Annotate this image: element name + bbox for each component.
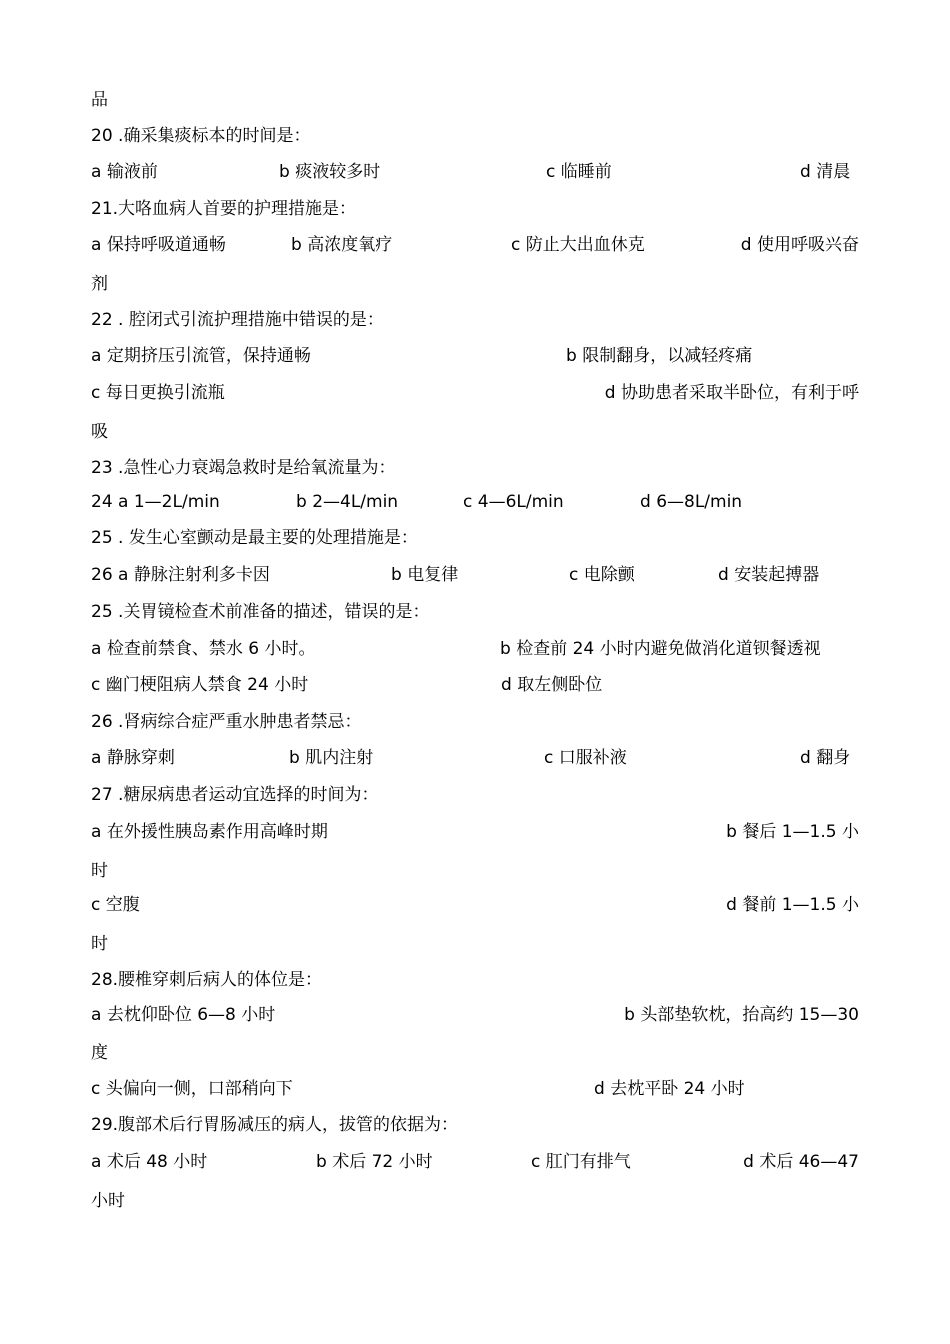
line-text: 26 a 静脉注射利多卡因 <box>91 565 270 585</box>
text-line <box>0 710 950 734</box>
line-text: 小时 <box>91 1191 125 1211</box>
text-line <box>0 1113 950 1137</box>
text-line <box>0 1189 950 1213</box>
text-line <box>0 420 950 444</box>
line-text: 23 .急性心力衰竭急救时是给氧流量为： <box>91 458 396 478</box>
text-line <box>0 160 950 184</box>
option-text: b 2—4L/min <box>296 492 399 512</box>
line-text: 25 . 发生心室颤动是最主要的处理措施是： <box>91 528 418 548</box>
line-text: a 检查前禁食、禁水 6 小时。 <box>91 639 316 659</box>
line-text: c 每日更换引流瓶 <box>91 383 225 403</box>
text-line <box>0 1077 950 1101</box>
text-line <box>0 1003 950 1027</box>
line-text: c 头偏向一侧，口部稍向下 <box>91 1079 293 1099</box>
text-line <box>0 1150 950 1174</box>
option-text: b 限制翻身，以减轻疼痛 <box>566 346 753 366</box>
option-text: b 餐后 1—1.5 小 <box>726 822 859 842</box>
text-line <box>0 456 950 480</box>
text-line <box>0 820 950 844</box>
line-text: a 静脉穿刺 <box>91 748 175 768</box>
line-text: 28.腰椎穿刺后病人的体位是： <box>91 970 323 990</box>
text-line <box>0 490 950 514</box>
text-line <box>0 344 950 368</box>
option-text: d 取左侧卧位 <box>501 675 603 695</box>
line-text: 22 . 腔闭式引流护理措施中错误的是： <box>91 310 384 330</box>
option-text: d 去枕平卧 24 小时 <box>594 1079 745 1099</box>
line-text: 27 .糖尿病患者运动宜选择的时间为： <box>91 785 379 805</box>
option-text: d 协助患者采取半卧位，有利于呼 <box>604 383 859 403</box>
option-text: c 临睡前 <box>546 162 612 182</box>
text-line <box>0 381 950 405</box>
text-line <box>0 272 950 296</box>
option-text: d 餐前 1—1.5 小 <box>726 895 859 915</box>
line-text: 时 <box>91 934 108 954</box>
line-text: c 空腹 <box>91 895 140 915</box>
line-text: 吸 <box>91 422 108 442</box>
line-text: 剂 <box>91 274 108 294</box>
text-line <box>0 893 950 917</box>
text-line <box>0 124 950 148</box>
text-line <box>0 637 950 661</box>
line-text: a 在外援性胰岛素作用高峰时期 <box>91 822 328 842</box>
text-line <box>0 673 950 697</box>
option-text: d 翻身 <box>800 748 851 768</box>
option-text: b 高浓度氧疗 <box>291 235 393 255</box>
option-text: d 使用呼吸兴奋 <box>740 235 859 255</box>
line-text: 度 <box>91 1043 108 1063</box>
line-text: c 幽门梗阻病人禁食 24 小时 <box>91 675 309 695</box>
option-text: b 术后 72 小时 <box>316 1152 433 1172</box>
line-text: a 定期挤压引流管，保持通畅 <box>91 346 311 366</box>
text-line <box>0 859 950 883</box>
line-text: a 术后 48 小时 <box>91 1152 208 1172</box>
text-line <box>0 600 950 624</box>
line-text: a 去枕仰卧位 6—8 小时 <box>91 1005 276 1025</box>
option-text: b 检查前 24 小时内避免做消化道钡餐透视 <box>500 639 821 659</box>
option-text: c 口服补液 <box>544 748 627 768</box>
text-line <box>0 783 950 807</box>
text-line <box>0 746 950 770</box>
text-line <box>0 526 950 550</box>
line-text: a 保持呼吸道通畅 <box>91 235 226 255</box>
text-line <box>0 563 950 587</box>
line-text: 时 <box>91 861 108 881</box>
text-line <box>0 968 950 992</box>
text-line <box>0 1041 950 1065</box>
line-text: 26 .肾病综合症严重水肿患者禁忌： <box>91 712 362 732</box>
text-line <box>0 197 950 221</box>
text-line <box>0 932 950 956</box>
line-text: 29.腹部术后行胃肠减压的病人，拔管的依据为： <box>91 1115 459 1135</box>
option-text: c 防止大出血休克 <box>511 235 645 255</box>
option-text: d 术后 46—47 <box>743 1152 859 1172</box>
line-text: 品 <box>91 90 108 110</box>
text-line <box>0 88 950 112</box>
option-text: c 电除颤 <box>569 565 635 585</box>
option-text: b 头部垫软枕，抬高约 15—30 <box>624 1005 859 1025</box>
option-text: d 清晨 <box>800 162 851 182</box>
text-line <box>0 233 950 257</box>
line-text: 20 .确采集痰标本的时间是： <box>91 126 311 146</box>
option-text: b 电复律 <box>391 565 459 585</box>
option-text: c 肛门有排气 <box>531 1152 631 1172</box>
line-text: 24 a 1—2L/min <box>91 492 220 512</box>
text-line <box>0 308 950 332</box>
option-text: d 6—8L/min <box>640 492 743 512</box>
line-text: a 输液前 <box>91 162 158 182</box>
option-text: d 安装起搏器 <box>718 565 820 585</box>
line-text: 21.大咯血病人首要的护理措施是： <box>91 199 357 219</box>
option-text: b 痰液较多时 <box>279 162 381 182</box>
option-text: b 肌内注射 <box>289 748 374 768</box>
line-text: 25 .关胃镜检查术前准备的描述，错误的是： <box>91 602 430 622</box>
option-text: c 4—6L/min <box>463 492 564 512</box>
